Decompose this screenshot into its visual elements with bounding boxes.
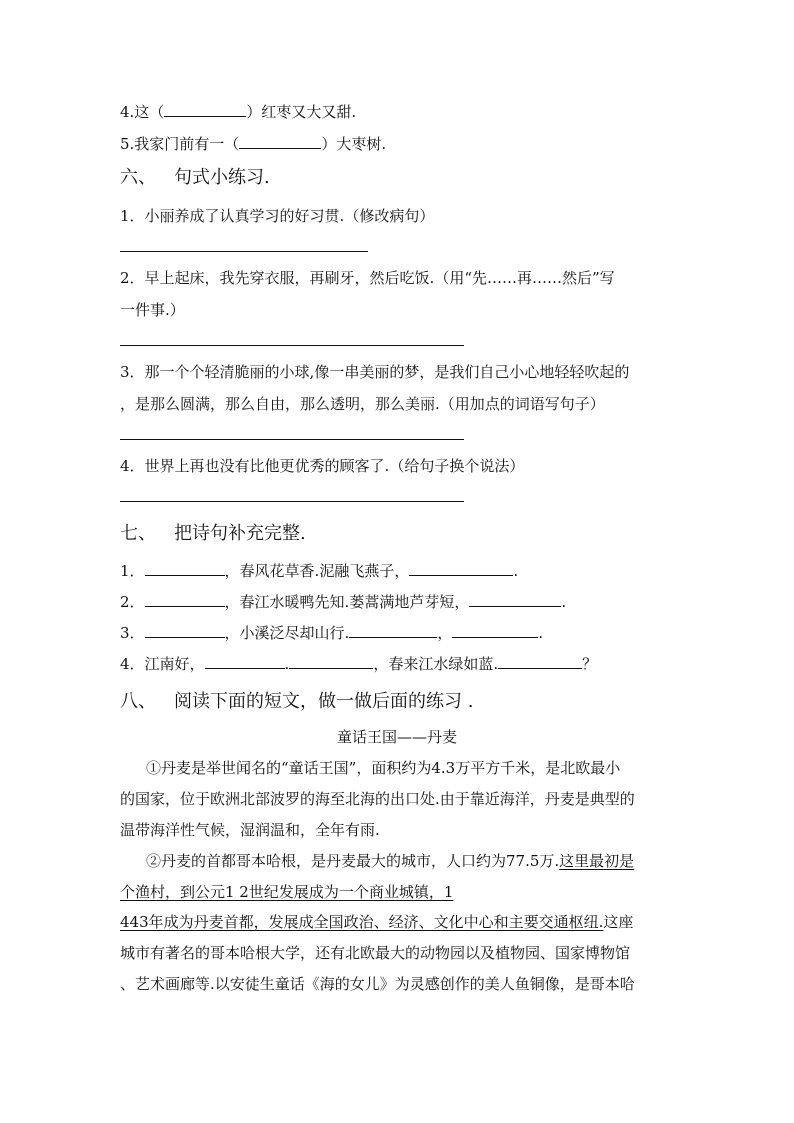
answer-line[interactable]	[120, 251, 368, 252]
poem-text: .	[284, 655, 290, 673]
fill-item-4	[120, 102, 356, 122]
question-6-3-line1: 3．那一个个轻清脆丽的小球,像一串美丽的梦，是我们自己小心地轻轻吹起的	[120, 363, 630, 381]
fill-item-5-pre: 5.我家门前有一（	[120, 135, 240, 153]
section-number: 七、	[120, 523, 156, 544]
poem-text: .	[561, 593, 567, 611]
underlined-text: 个渔村，到公元1 2世纪发展成为一个商业城镇，1	[120, 883, 454, 901]
passage-line	[120, 882, 676, 902]
underlined-text: 443年成为丹麦首都，发展成全国政治、经济、文化中心和主要交通枢纽.	[120, 913, 604, 931]
answer-line[interactable]	[120, 439, 464, 440]
passage-line: 的国家，位于欧洲北部波罗的海至北海的出口处.由于靠近海洋，丹麦是典型的	[120, 790, 635, 808]
question-6-3-line2: ，是那么圆满，那么自由，那么透明，那么美丽.（用加点的词语写句子）	[120, 395, 605, 413]
underlined-text: 这里最初是	[559, 852, 635, 870]
poem-text: ，	[437, 624, 453, 642]
answer-line[interactable]	[120, 345, 464, 346]
passage-line	[120, 912, 676, 932]
poem-text: .	[538, 624, 544, 642]
answer-blank[interactable]	[469, 592, 561, 607]
answer-blank[interactable]	[239, 134, 321, 149]
section-title: 阅读下面的短文，做一做后面的练习 .	[174, 691, 474, 712]
question-6-1: 1．小丽养成了认真学习的好习贯.（修改病句）	[120, 207, 435, 225]
passage-line: 、艺术画廊等.以安徒生童话《海的女儿》为灵感创作的美人鱼铜像，是哥本哈	[120, 975, 635, 993]
question-6-2-line1: 2．早上起床，我先穿衣服，再刷牙，然后吃饭.（用“先……再……然后”写	[120, 269, 615, 287]
answer-blank[interactable]	[145, 623, 225, 638]
passage-text: 这座	[603, 913, 634, 931]
passage-line: 城市有著名的哥本哈根大学，还有北欧最大的动物园以及植物园、国家博物馆	[120, 944, 631, 962]
question-6-2-line2: 一件事.）	[120, 301, 185, 319]
fill-item-5	[120, 134, 386, 154]
passage-line: 温带海洋性气候，湿润温和，全年有雨.	[120, 821, 380, 839]
fill-item-4-pre: 4.这（	[120, 103, 165, 121]
section-number: 八、	[120, 691, 156, 712]
poem-text: ，春江水暖鸭先知.蒌蒿满地芦芽短，	[224, 593, 470, 611]
poem-item-4	[120, 654, 597, 674]
fill-item-4-post: ）红枣又大又甜.	[246, 103, 357, 121]
poem-number: 1．	[120, 562, 145, 580]
answer-blank[interactable]	[145, 561, 225, 576]
section-8-heading	[120, 690, 473, 714]
passage-line	[120, 851, 702, 871]
answer-blank[interactable]	[164, 102, 246, 117]
section-title: 把诗句补充完整.	[174, 523, 306, 544]
section-number: 六、	[120, 167, 156, 188]
answer-line[interactable]	[120, 501, 464, 502]
answer-blank[interactable]	[205, 654, 285, 669]
answer-blank[interactable]	[409, 561, 513, 576]
poem-text: ，春来江水绿如蓝.	[373, 655, 499, 673]
section-7-heading	[120, 522, 306, 546]
answer-blank[interactable]	[349, 623, 437, 638]
answer-blank[interactable]	[498, 654, 582, 669]
poem-text: ？	[582, 655, 598, 673]
fill-item-5-post: ）大枣树.	[321, 135, 387, 153]
passage-text: ②丹麦的首都哥本哈根，是丹麦最大的城市，人口约为77.5万.	[146, 852, 560, 870]
passage-title: 童话王国——丹麦	[336, 728, 457, 746]
poem-text: ，春风花草香.泥融飞燕子，	[224, 562, 410, 580]
answer-blank[interactable]	[289, 654, 373, 669]
answer-blank[interactable]	[452, 623, 538, 638]
poem-text: 4．江南好，	[120, 655, 205, 673]
poem-text: ，小溪泛尽却山行.	[224, 624, 350, 642]
poem-item-2	[120, 592, 566, 612]
poem-item-1	[120, 561, 518, 581]
poem-number: 3．	[120, 624, 145, 642]
poem-text: .	[513, 562, 519, 580]
poem-item-3	[120, 623, 543, 643]
section-title: 句式小练习.	[174, 167, 270, 188]
answer-blank[interactable]	[145, 592, 225, 607]
question-6-4: 4．世界上再也没有比他更优秀的顾客了.（给句子换个说法）	[120, 457, 525, 475]
poem-number: 2．	[120, 593, 145, 611]
passage-line: ①丹麦是举世闻名的“童话王国”，面积约为4.3万平方千米，是北欧最小	[146, 759, 621, 777]
section-6-heading	[120, 166, 270, 190]
